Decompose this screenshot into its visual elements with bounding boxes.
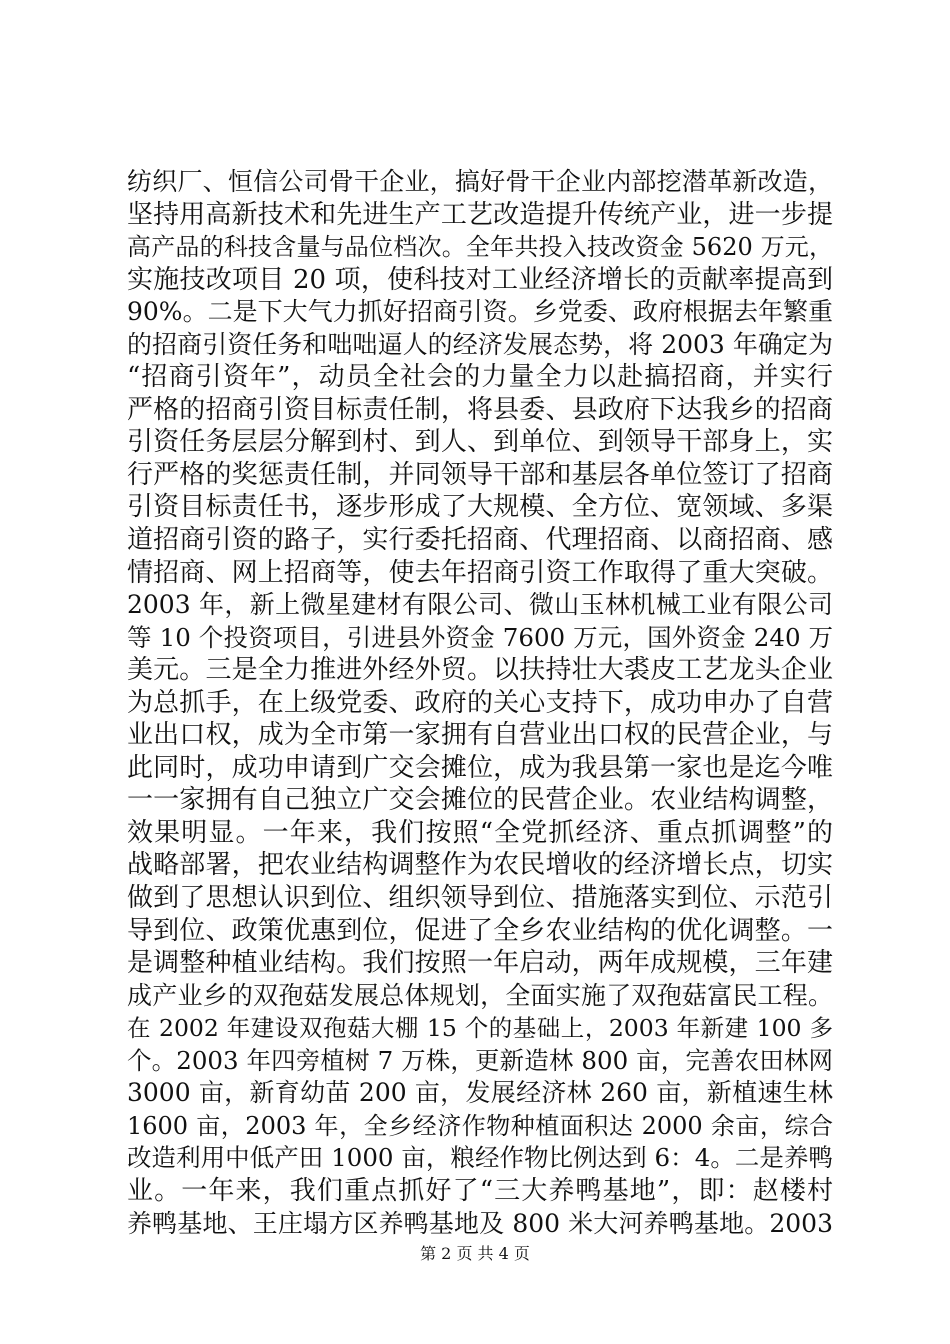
- text-line: 90%。二是下大气力抓好招商引资。乡党委、政府根据去年繁重: [127, 297, 833, 327]
- text-line: 2003 年，新上微星建材有限公司、微山玉林机械工业有限公司: [127, 590, 833, 620]
- text-line: 行严格的奖惩责任制，并同领导干部和基层各单位签订了招商: [127, 459, 833, 490]
- page-footer: [0, 1244, 950, 1264]
- text-line: 是调整种植业结构。我们按照一年启动，两年成规模，三年建: [127, 948, 833, 979]
- text-line: 纺织厂、恒信公司骨干企业，搞好骨干企业内部挖潜革新改造，: [127, 167, 833, 196]
- text-line: 道招商引资的路子，实行委托招商、代理招商、以商招商、感: [127, 525, 833, 556]
- text-line: 改造利用中低产田 1000 亩，粮经作物比例达到 6：4。二是养鸭: [127, 1143, 833, 1173]
- text-line: 养鸭基地、王庄塌方区养鸭基地及 800 米大河养鸭基地。2003: [127, 1208, 833, 1238]
- text-line: 业出口权，成为全市第一家拥有自营业出口权的民营企业，与: [127, 720, 833, 751]
- text-line: 严格的招商引资目标责任制，将县委、县政府下达我乡的招商: [127, 394, 833, 425]
- text-line: 此同时，成功申请到广交会摊位，成为我县第一家也是迄今唯: [127, 752, 833, 783]
- text-line: 效果明显。一年来，我们按照“全党抓经济、重点抓调整”的: [127, 817, 833, 848]
- text-line: 导到位、政策优惠到位，促进了全乡农业结构的优化调整。一: [127, 915, 833, 946]
- text-line: 个。2003 年四旁植树 7 万株，更新造林 800 亩，完善农田林网: [127, 1045, 833, 1075]
- text-line: 成产业乡的双孢菇发展总体规划，全面实施了双孢菇富民工程。: [127, 980, 833, 1010]
- text-line: 一一家拥有自己独立广交会摊位的民营企业。农业结构调整，: [127, 785, 833, 816]
- text-line: 实施技改项目 20 项，使科技对工业经济增长的贡献率提高到: [127, 264, 833, 295]
- text-line: 高产品的科技含量与品位档次。全年共投入技改资金 5620 万元，: [127, 233, 833, 262]
- text-line: 1600 亩，2003 年，全乡经济作物种植面积达 2000 余亩，综合: [127, 1111, 833, 1140]
- text-line: 引资任务层层分解到村、到人、到单位、到领导干部身上，实: [127, 427, 833, 458]
- body-text: [127, 166, 833, 1240]
- text-line: 在 2002 年建设双孢菇大棚 15 个的基础上，2003 年新建 100 多: [127, 1014, 833, 1043]
- text-line: 做到了思想认识到位、组织领导到位、措施落实到位、示范引: [127, 883, 833, 914]
- text-line: 为总抓手，在上级党委、政府的关心支持下，成功申办了自营: [127, 687, 833, 718]
- text-line: 情招商、网上招商等，使去年招商引资工作取得了重大突破。: [127, 557, 833, 588]
- text-line: 战略部署，把农业结构调整作为农民增收的经济增长点，切实: [127, 850, 833, 881]
- text-line: 3000 亩，新育幼苗 200 亩，发展经济林 260 亩，新植速生林: [127, 1078, 833, 1108]
- text-line: “招商引资年”，动员全社会的力量全力以赴搞招商，并实行: [127, 362, 833, 393]
- text-line: 业。一年来，我们重点抓好了“三大养鸭基地”，即：赵楼村: [127, 1175, 833, 1206]
- text-line: 等 10 个投资项目，引进县外资金 7600 万元，国外资金 240 万: [127, 622, 833, 652]
- text-line: 的招商引资任务和咄咄逼人的经济发展态势，将 2003 年确定为: [127, 329, 833, 359]
- text-line: 引资目标责任书，逐步形成了大规模、全方位、宽领域、多渠: [127, 492, 833, 523]
- page-number-label: 第 2 页 共 4 页: [420, 1244, 530, 1263]
- text-line: 坚持用高新技术和先进生产工艺改造提升传统产业，进一步提: [127, 199, 833, 230]
- text-line: 美元。三是全力推进外经外贸。以扶持壮大裘皮工艺龙头企业: [127, 655, 833, 686]
